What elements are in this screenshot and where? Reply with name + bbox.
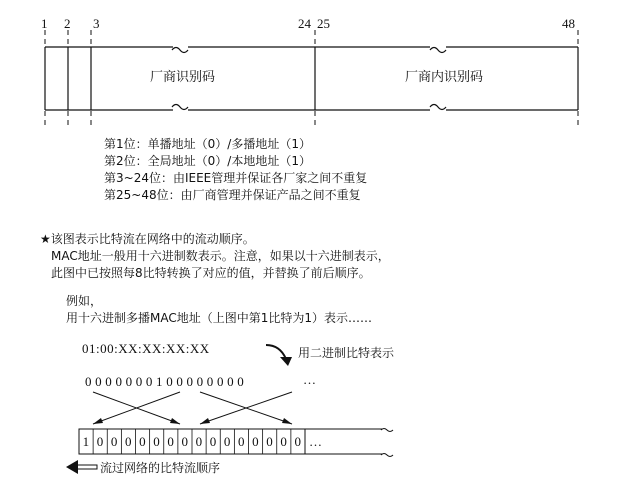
stream-bit: 0	[252, 434, 259, 449]
binary-label: 用二进制比特表示	[298, 346, 395, 360]
stream-bit: 0	[124, 434, 132, 449]
stream-bit: 0	[294, 434, 301, 449]
byte-swap-arrows	[93, 392, 292, 424]
curved-arrow-icon	[266, 345, 292, 366]
stream-bit: 0	[223, 434, 231, 449]
cell-dividers	[93, 429, 291, 454]
stream-bit: 0	[209, 434, 217, 449]
stream-bit: 0	[237, 434, 245, 449]
stream-bit: 1	[82, 434, 90, 449]
address-box	[45, 47, 578, 110]
bit-label-48: 48	[562, 16, 575, 31]
binary-ellipsis: …	[303, 372, 316, 387]
legend-bit25-48: 第25~48位：由厂商管理并保证产品之间不重复	[104, 188, 361, 202]
left-arrow-icon	[66, 460, 97, 474]
stream-bit: 0	[280, 434, 287, 449]
bit-label-24: 24	[298, 16, 311, 31]
vendor-internal-id-field: 厂商内识别码	[405, 70, 484, 85]
binary-bits: 0 0 0 0 0 0 0 1 0 0 0 0 0 0 0 0	[85, 374, 244, 389]
legend-bit2: 第2位：全局地址（0）/本地地址（1）	[104, 154, 311, 168]
note-line-1: ★该图表示比特流在网络中的流动顺序。	[40, 232, 255, 246]
bit-label-25: 25	[317, 16, 330, 31]
bit-label-3: 3	[93, 16, 100, 31]
hex-address: 01:00:XX:XX:XX:XX	[82, 341, 210, 356]
stream-bit: 0	[110, 434, 118, 449]
bit-label-1: 1	[41, 16, 48, 31]
legend-bit1: 第1位：单播地址（0）/多播地址（1）	[104, 137, 311, 151]
arrowheads	[93, 418, 292, 424]
bit-boundary-markers	[45, 30, 578, 128]
legend-bit3-24: 第3~24位：由IEEE管理并保证各厂家之间不重复	[104, 171, 368, 185]
stream-bit: 0	[167, 434, 174, 449]
stream-bit: 0	[266, 434, 273, 449]
stream-bit: 0	[139, 434, 146, 449]
stream-bit: 0	[195, 434, 203, 449]
flow-order-label: 流过网络的比特流顺序	[100, 461, 221, 475]
vendor-id-field: 厂商识别码	[150, 70, 216, 85]
note-line-2: MAC地址一般用十六进制数表示。注意，如果以十六进制表示，	[51, 249, 390, 263]
bit-label-2: 2	[64, 16, 71, 31]
stream-bit: 0	[181, 434, 188, 449]
example-description: 用十六进制多播MAC地址（上图中第1比特为1）表示……	[66, 311, 373, 325]
stream-bit: 0	[153, 434, 160, 449]
stream-ellipsis: …	[309, 434, 322, 449]
example-intro: 例如，	[66, 294, 103, 308]
note-line-3: 此图中已按照每8比特转换了对应的值，并替换了前后顺序。	[51, 266, 371, 280]
stream-break-marks	[381, 429, 393, 457]
stream-bit: 0	[96, 434, 104, 449]
